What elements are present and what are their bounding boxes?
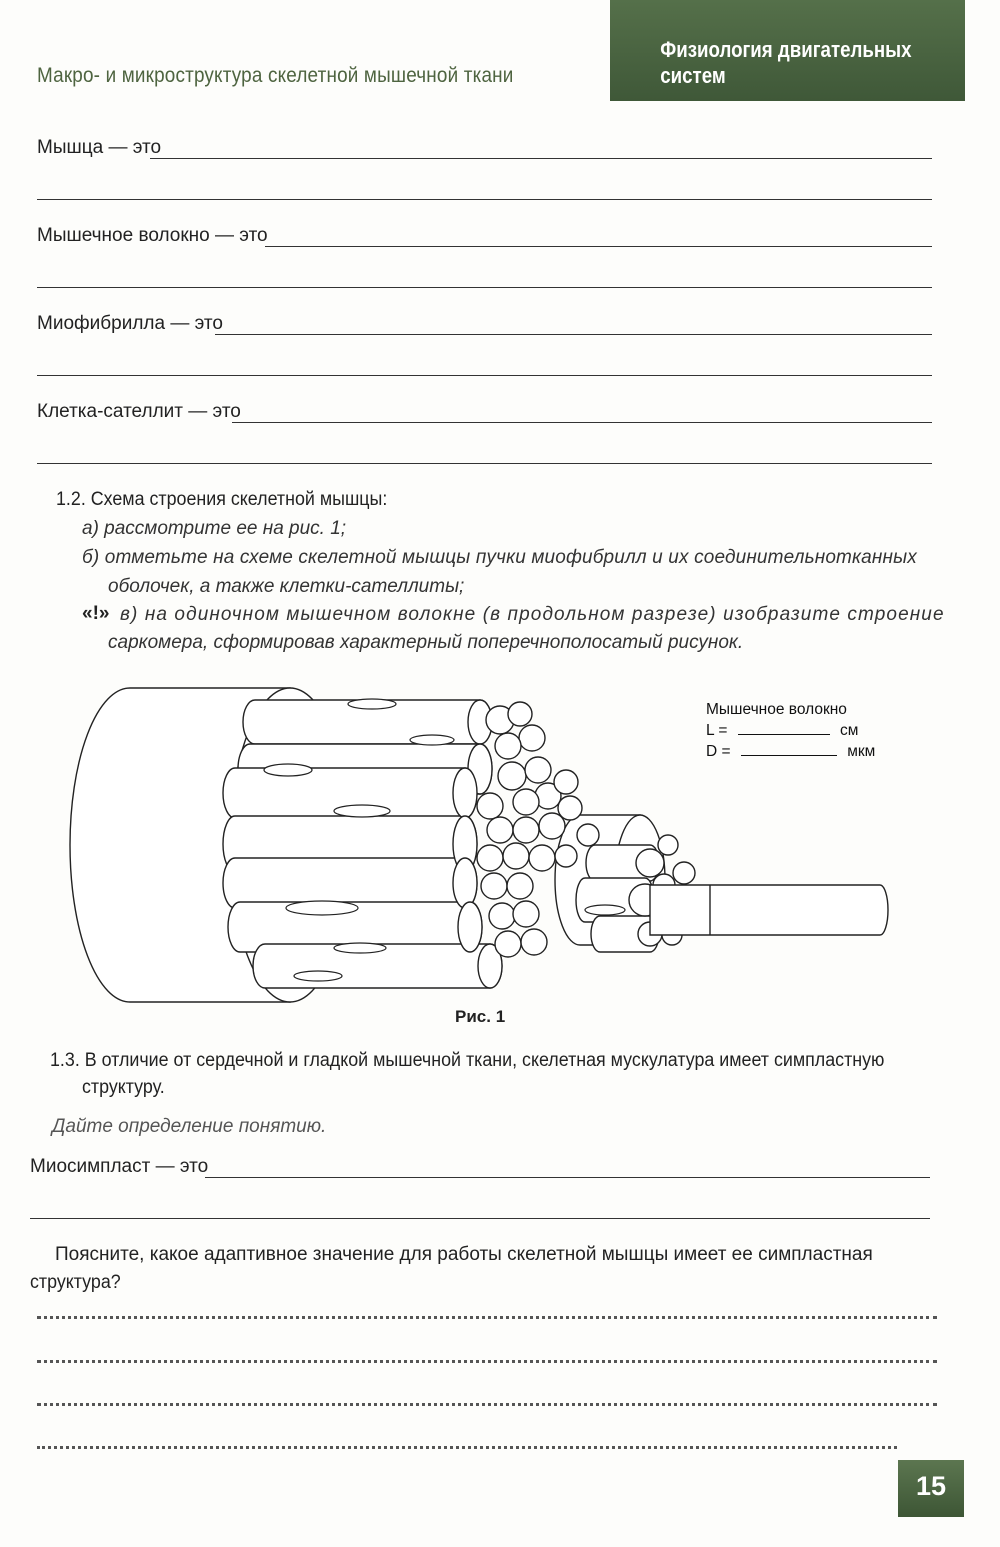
task-item-a: а) рассмотрите ее на рис. 1; <box>82 518 347 539</box>
task-1-3-line1: 1.3. В отличие от сердечной и гладкой мышечной ткани, скелетная мускулатура имеет симпластную <box>50 1050 885 1071</box>
chapter-title: Макро- и микроструктура скелетной мышечной ткани <box>37 64 514 87</box>
diameter-unit: мкм <box>847 743 876 760</box>
answer-line[interactable] <box>205 1177 930 1178</box>
figure-caption: Рис. 1 <box>455 1007 506 1026</box>
length-blank[interactable] <box>738 734 830 735</box>
definition-label-muscle-fiber: Мышечное волокно — это <box>37 225 268 246</box>
answer-line[interactable] <box>37 199 932 200</box>
answer-line[interactable] <box>37 287 932 288</box>
dotted-answer-line[interactable] <box>37 1403 937 1406</box>
section-banner <box>610 0 965 101</box>
definition-label-satellite-cell: Клетка-сателлит — это <box>37 401 241 422</box>
figure-label-length <box>706 722 858 740</box>
definition-label-myosymplast: Миосимпласт — это <box>30 1156 209 1177</box>
task-item-b-line1: б) отметьте на схеме скелетной мышцы пучки миофибрилл и их соединительнотканных <box>82 547 917 568</box>
answer-line[interactable] <box>150 158 932 159</box>
task-item-b-line2: оболочек, а также клетки-сателлиты; <box>108 576 465 597</box>
figure-label-diameter <box>706 743 875 761</box>
length-prefix: L = <box>706 722 728 739</box>
task-heading: 1.2. Схема строения скелетной мышцы: <box>56 489 388 510</box>
important-marker: «!» <box>82 603 110 624</box>
answer-line[interactable] <box>37 463 932 464</box>
question-line2: структура? <box>30 1272 121 1293</box>
task-1-3-instruction: Дайте определение понятию. <box>52 1116 327 1137</box>
answer-line[interactable] <box>265 246 932 247</box>
diameter-prefix: D = <box>706 743 731 760</box>
answer-line[interactable] <box>232 422 932 423</box>
page-number: 15 <box>915 1471 947 1501</box>
answer-line[interactable] <box>37 375 932 376</box>
definition-label-muscle: Мышца — это <box>37 137 162 158</box>
answer-line[interactable] <box>30 1218 930 1219</box>
section-title: Физиология двигательных систем <box>660 37 912 88</box>
task-item-c-line2: саркомера, сформировав характерный поперечнополосатый рисунок. <box>108 632 744 653</box>
question-line1: Поясните, какое адаптивное значение для работы скелетной мышцы имеет ее симпластная <box>55 1244 873 1265</box>
task-1-3-line2: структуру. <box>82 1077 165 1098</box>
task-item-c-line1: в) на одиночном мышечном волокне (в продольном разрезе) изобразите строение <box>120 604 945 625</box>
answer-line[interactable] <box>215 334 932 335</box>
length-unit: см <box>840 722 859 739</box>
figure-label-title: Мышечное волокно <box>706 701 847 718</box>
page-number-box <box>898 1460 964 1517</box>
dotted-answer-line[interactable] <box>37 1316 937 1319</box>
diameter-blank[interactable] <box>741 755 837 756</box>
definition-label-myofibril: Миофибрилла — это <box>37 313 223 334</box>
dotted-answer-line[interactable] <box>37 1360 937 1363</box>
dotted-answer-line[interactable] <box>37 1446 897 1449</box>
